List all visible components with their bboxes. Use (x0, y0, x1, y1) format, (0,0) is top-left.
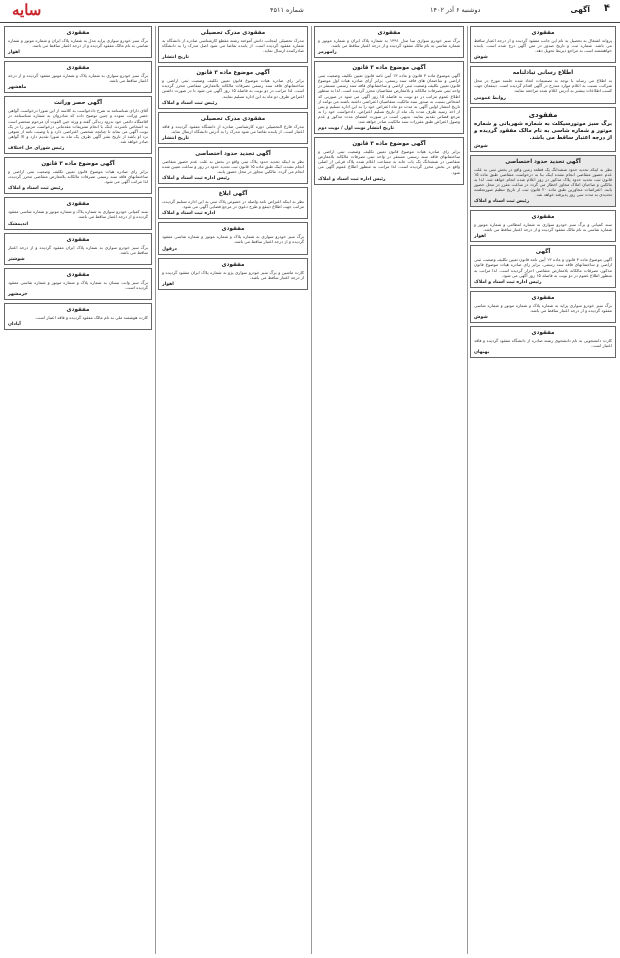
ad-title: آگهی تجدید حدود اختصاصی (195, 150, 271, 157)
newspaper-logo: سایه (12, 1, 42, 19)
ad-body: برگ سبز وانت نیسان به شماره پلاک و شماره موتور و شماره شاسی مفقود گردیده است. (8, 279, 148, 290)
ad-title: مفقودی (66, 30, 90, 36)
classified-ad (4, 96, 152, 154)
ad-title: مفقودی (531, 214, 555, 221)
column-divider (467, 26, 468, 954)
ad-signature: رئیس ثبت اسناد و املاک (474, 199, 530, 205)
classified-ad (4, 157, 152, 194)
ad-body: آگهی موضوع ماده ۳ قانون و ماده ۱۳ آیین نامه قانون تعیین تکلیف وضعیت ثبتی اراضی و ساختمانهای فاقد سند رسمی. برابر رای صادره هیات موضوع قانون مذکور، تصرفات مالکانه بلامعارض متقاضی احراز گردیده است. لذا مراتب به منظور اطلاع عموم در دو نوبت به فاصله ۱۵ روز آگهی می شود. (474, 257, 612, 278)
ad-body: برگ سبز خودرو سواری به شماره پلاک و شماره موتور مفقود گردیده و از درجه اعتبار ساقط می باشد. (8, 73, 148, 84)
ad-signature: خرمشهر (8, 291, 28, 297)
ad-title: آگهی موضوع ماده ۳ قانون (196, 70, 270, 77)
ad-column (4, 26, 152, 333)
classified-ad (158, 258, 308, 290)
ad-title: مفقودی مدرک تحصیلی (200, 115, 266, 122)
column-divider (311, 26, 312, 954)
classified-ad (158, 112, 308, 144)
ad-body: آگهی موضوع ماده ۳ قانون و ماده ۱۳ آیین نامه قانون تعیین تکلیف وضعیت ثبتی اراضی و ساختمان های فاقد سند رسمی. برابر آرای صادره هیات اول موضوع قانون تعیین تکلیف وضعیت ثبتی اراضی و ساختمانهای فاقد سند رسمی مستقر در واحد ثبتی تصرفات مالکانه و بلامعارض متقاضیان محرز گردیده است. لذا به منظور اطلاع عموم مراتب در دو نوبت به فاصله ۱۵ روز آگهی می شود در صورتی که اشخاص نسبت به صدور سند مالکیت متقاضیان اعتراضی داشته باشند می توانند از تاریخ انتشار اولین آگهی به مدت دو ماه اعتراض خود را به این اداره تسلیم و پس از اخذ رسید ظرف مدت یک ماه از تاریخ تسلیم اعتراض، دادخواست خود را به مرجع قضائی تقدیم نمایند. بدیهی است در صورت انقضای مدت مذکور و عدم وصول اعتراض طبق مقررات سند مالکیت صادر خواهد شد. (318, 73, 460, 125)
classified-ad (314, 61, 464, 134)
ad-signature: ماهشهر (8, 85, 27, 91)
ad-body: مدرک فارغ التحصیلی دوره کارشناسی صادره از دانشگاه مفقود گردیده و فاقد اعتبار است. از یابنده تقاضا می شود مدرک را به آدرس دانشگاه ارسال نماید. (162, 123, 304, 134)
ad-body: برگ سبز موتورسیکلت به شماره شهربانی و شماره موتور و شماره شاسی به نام مالک مفقود گردیده و از درجه اعتبار ساقط می باشد. (474, 120, 612, 141)
ad-title: مفقودی (66, 271, 90, 278)
classified-ad (470, 210, 616, 242)
classified-ad (4, 233, 152, 265)
ad-title: مفقودی (66, 306, 90, 313)
ad-signature: رامهرمز (318, 50, 337, 56)
ad-title: مفقودی (531, 30, 555, 36)
classified-ad (4, 26, 152, 58)
ad-column (158, 26, 308, 293)
classified-ad (470, 66, 616, 103)
ad-signature: اندیمشک (8, 221, 29, 227)
classified-ad (158, 187, 308, 219)
ad-body: کارت ماشین و برگ سبز خودرو سواری پژو به شماره پلاک ایران مفقود گردیده و از درجه اعتبار ساقط می باشد. (162, 269, 304, 280)
ad-signature: رئیس ثبت اسناد و املاک (162, 100, 218, 106)
ad-signature: شوش (474, 143, 488, 149)
ad-signature: اهواز (8, 50, 20, 56)
ad-signature: بهبهان (474, 350, 490, 356)
ad-signature: رئیس شورای حل اختلاف (8, 146, 65, 152)
ad-body: پروانه اشتغال به تحصیل به نام این جانب مفقود گردیده و از درجه اعتبار ساقط می باشد. شماره ثبت و تاریخ صدور در متن آگهی درج شده است. یابنده خواهشمند است به مراجع ذیربط تحویل دهد. (474, 38, 612, 54)
classified-ad (4, 303, 152, 330)
classified-ad (4, 61, 152, 93)
classified-ad (314, 137, 464, 184)
ad-title: اطلاع رسانی تبادلنامه (512, 70, 574, 77)
ad-signature: رئیس اداره ثبت اسناد و املاک (474, 279, 542, 285)
ad-body: برگ سبز خودرو سواری به شماره پلاک ایران مفقود گردیده و از درجه اعتبار ساقط می باشد. (8, 244, 148, 255)
ad-body: آقای دارای شناسنامه به شرح دادخواست به کلاسه از این شورا درخواست گواهی حصر وراثت نموده و چنین توضیح داده که شادروان به شماره شناسنامه در اقامتگاه دائمی خود بدرود زندگی گفته و ورثه حین الفوت آن مرحوم منحصر است به اشخاص نامبرده. اینک با انجام تشریفات مقدماتی درخواست مزبور را در یک نوبت آگهی می نماید تا چنانچه شخصی اعتراضی دارد و یا وصیت نامه از متوفی نزد او باشد از تاریخ نشر آگهی ظرف یک ماه به شورا تقدیم دارد و الا گواهی صادر خواهد شد. (8, 108, 148, 144)
ad-signature: اهواز (474, 234, 486, 240)
ad-column (470, 26, 616, 361)
ad-title: مفقودی (66, 236, 90, 243)
classified-ad (470, 155, 616, 208)
ad-column (314, 26, 464, 188)
ad-title: مفقودی (66, 65, 90, 72)
classified-ad (470, 291, 616, 323)
ad-title: مفقودی مدرک تحصیلی (200, 30, 266, 36)
classified-ad (470, 107, 616, 152)
ad-title: آگهی ابلاغ (218, 191, 248, 198)
ad-body: برگ سبز خودرو سواری پراید مدل به شماره پلاک ایران و شماره موتور و شماره شاسی به نام مالک مفقود گردیده و از درجه اعتبار ساقط می باشد. (8, 38, 148, 49)
ad-title: مفقودی (528, 110, 558, 119)
issue-date: دوشنبه ۶ آذر ۱۴۰۲ (430, 6, 481, 14)
ad-signature: دزفول (162, 246, 177, 252)
ad-signature: شوشتر (8, 256, 25, 262)
ad-body: برابر رای صادره هیات موضوع قانون تعیین تکلیف وضعیت ثبتی اراضی و ساختمانهای فاقد سند رسمی تصرفات مالکانه بلامعارض متقاضی محرز گردیده، لذا مراتب آگهی می شود. (8, 169, 148, 185)
classified-ad (158, 147, 308, 184)
ad-signature: شوش (474, 55, 488, 61)
ad-signature: آبادان (8, 321, 21, 327)
ad-title: مفقودی (531, 294, 555, 301)
issue-number: شماره ۴۵۱۱ (270, 6, 304, 14)
classified-ad (158, 222, 308, 254)
ad-title: آگهی موضوع ماده ۳ قانون (352, 65, 426, 72)
ad-title: آگهی (535, 249, 551, 256)
ad-signature: تاریخ انتشار نوبت اول / نوبت دوم (318, 126, 395, 132)
ad-body: به اطلاع می رساند با توجه به تصمیمات اتخاذ شده جلسه مورخ در محل شرکت، نسبت به اعلام موارد مندرج در آگهی اقدام گردیده است. ذینفعان جهت کسب اطلاعات بیشتر به آدرس اعلام شده مراجعه نمایند. (474, 78, 612, 94)
ad-title: مفقودی (66, 201, 90, 208)
ad-title: مفقودی (377, 30, 401, 36)
ad-signature: رئیس اداره ثبت اسناد و املاک (318, 176, 386, 182)
ad-signature: اهواز (162, 281, 174, 287)
ad-title: آگهی حصر وراثت (53, 100, 103, 107)
newspaper-header (0, 0, 620, 23)
ad-signature: شوش (474, 314, 488, 320)
ad-title: آگهی تحدید حدود اختصاصی (505, 158, 581, 165)
ad-title: مفقودی (221, 261, 245, 268)
ad-body: برگ سبز خودرو سواری به شماره پلاک و شماره موتور و شماره شاسی مفقود گردیده و از درجه اعتبار ساقط می باشد. (162, 234, 304, 245)
classified-ad (470, 245, 616, 287)
ad-body: برابر رای صادره هیات موضوع قانون تعیین تکلیف وضعیت ثبتی اراضی و ساختمانهای فاقد سند رسمی تصرفات مالکانه بلامعارض متقاضی محرز گردیده است. لذا مراتب در دو نوبت به فاصله ۱۵ روز آگهی می شود تا در صورت داشتن اعتراض ظرف دو ماه به این اداره تسلیم نمایند. (162, 78, 304, 99)
ad-body: نظر به اینکه اعتراض نامه واصله در خصوص پلاک ثبتی به این اداره تسلیم گردیده، مراتب جهت اطلاع ذینفع و طرح دعوی در مرجع قضایی آگهی می شود. (162, 199, 304, 210)
ad-body: برابر رای صادره هیات موضوع قانون تعیین تکلیف وضعیت ثبتی اراضی و ساختمانهای فاقد سند رسمی مستقر در واحد ثبتی تصرفات مالکانه بلامعارض متقاضی در ششدانگ یک باب خانه به مساحت اعلام شده پلاک فرعی از اصلی واقع در بخش محرز گردیده است. لذا مراتب به منظور اطلاع عموم آگهی می شود. (318, 149, 460, 175)
section-title: آگهی (570, 5, 590, 14)
ad-signature: اداره ثبت اسناد و املاک (162, 211, 216, 217)
ad-title: مفقودی (531, 329, 555, 336)
ad-signature: رئیس ثبت اسناد و املاک (8, 186, 64, 192)
page-number: ۴ (603, 3, 610, 14)
ad-body: مدرک تحصیلی اینجانب دانش آموخته رشته مقطع کارشناسی صادره از دانشگاه به شماره مفقود گردیده است. از یابنده تقاضا می شود اصل مدرک را به دانشگاه صادرکننده ارسال نماید. (162, 38, 304, 54)
classified-ad (4, 268, 152, 300)
ad-signature: تاریخ انتشار (162, 55, 189, 61)
ad-signature: تاریخ انتشار (162, 135, 189, 141)
ad-body: کارت هوشمند ملی به نام مالک مفقود گردیده و فاقد اعتبار است. (34, 314, 148, 320)
classified-ad (158, 26, 308, 63)
ad-body: سند کمپانی و برگ سبز خودرو سواری به شماره انتظامی و شماره موتور و شماره شاسی به نام مالک مفقود گردیده و از درجه اعتبار ساقط می باشد. (474, 222, 612, 233)
ad-body: برگ سبز خودرو سواری تیبا مدل ۱۳۹۱ به شماره پلاک ایران و شماره موتور و شماره شاسی به نام مالک مفقود گردیده و از درجه اعتبار ساقط می باشد. (318, 38, 460, 49)
ad-title: آگهی موضوع ماده ۳ قانون (352, 141, 426, 148)
ad-title: مفقودی (221, 226, 245, 233)
classified-ad (470, 26, 616, 63)
ad-body: برگ سبز خودرو سواری پراید به شماره پلاک و شماره موتور و شماره شاسی مفقود گردیده و از درجه اعتبار ساقط می باشد. (474, 302, 612, 313)
ad-body: سند کمپانی خودرو سواری به شماره پلاک و شماره موتور و شماره شاسی مفقود گردیده و از درجه اعتبار ساقط می باشد. (8, 209, 148, 220)
ad-signature: روابط عمومی (474, 95, 506, 101)
classified-ad (158, 66, 308, 108)
ad-title: آگهی موضوع ماده ۳ قانون (41, 161, 115, 168)
classified-ad (4, 197, 152, 229)
ad-body: نظر به اینکه تحدید حدود ششدانگ یک قطعه زمین واقع در بخش ثبتی به علت عدم حضور متقاضی انجام نشده اینک بنا به درخواست متقاضی طبق ماده ۱۵ قانون ثبت تحدید حدود پلاک مذکور در روز اعلام شده انجام خواهد شد. لذا به مالکین و صاحبان املاک مجاور اخطار می گردد در ساعت مقرر در محل حضور یابند. اعتراضات مجاورین طبق ماده ۲۰ قانون ثبت از تاریخ تنظیم صورتجلسه تحدیدی به مدت سی روز پذیرفته خواهد شد. (474, 166, 612, 198)
ad-signature: رئیس اداره ثبت اسناد و املاک (162, 176, 230, 182)
ad-body: کارت دانشجویی به نام دانشجوی رشته صادره از دانشگاه مفقود گردیده و فاقد اعتبار است. (474, 337, 612, 348)
ad-body: نظر به اینکه تحدید حدود پلاک ثبتی واقع در بخش به علت عدم حضور متقاضی انجام نشده، اینک طبق ماده ۱۵ قانون ثبت تحدید حدود در روز و ساعت تعیین شده انجام می گردد. مالکین مجاور در محل حضور یابند. (162, 158, 304, 175)
classified-ad (470, 326, 616, 358)
classified-ad (314, 26, 464, 58)
column-divider (155, 26, 156, 954)
